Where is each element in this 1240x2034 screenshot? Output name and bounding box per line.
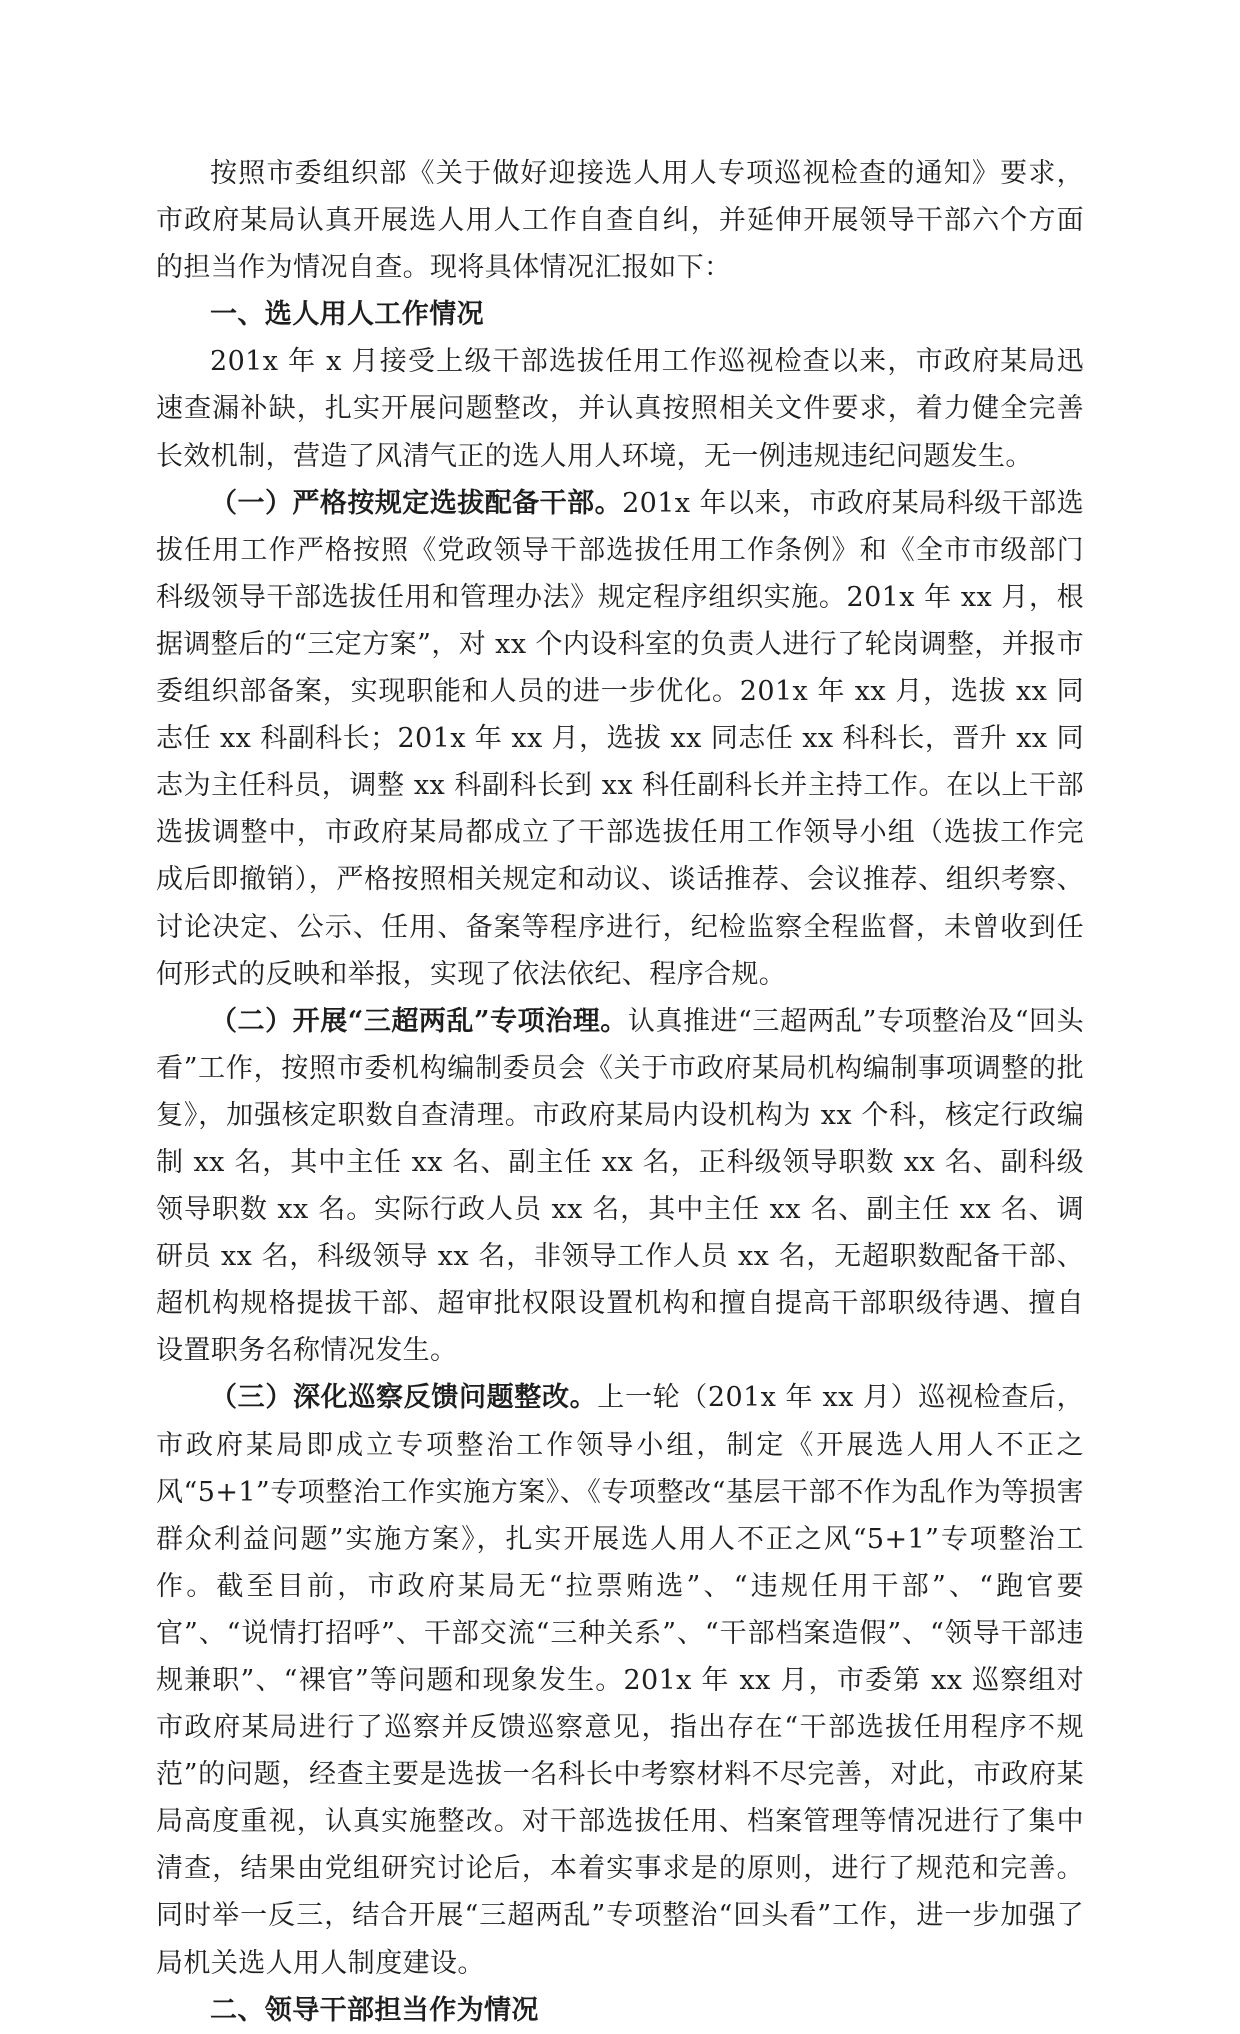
item1-body: 201x 年以来，市政府某局科级干部选拔任用工作严格按照《党政领导干部选拔任用工作条例》和《全市市级部门科级领导干部选拔任用和管理办法》规定程序组织实施。201x 年 xx 月，根据调整后的“三定方案”，对 xx 个内设科室的负责人进行了轮岗调整，并报市委组织部备案，实现职能和人员的进一步优化。201x 年 xx 月，选拔 xx 同志任 xx 科副科长；201x 年 xx 月，选拔 xx 同志任 xx 科科长，晋升 xx 同志为主任科员，调整 xx 科副科长到 xx 科任副科长并主持工作。在以上干部选拔调整中，市政府某局都成立了干部选拔任用工作领导小组（选拔工作完成后即撤销），严格按照相关规定和动议、谈话推荐、会议推荐、组织考察、讨论决定、公示、任用、备案等程序进行，纪检监察全程监督，未曾收到任何形式的反映和举报，实现了依法依纪、程序合规。 xyxy=(156,487,1084,990)
item3-body: 上一轮（201x 年 xx 月）巡视检查后，市政府某局即成立专项整治工作领导小组，制定《开展选人用人不正之风“5+1”专项整治工作实施方案》、《专项整改“基层干部不作为乱作为等损害群众利益问题”实施方案》，扎实开展选人用人不正之风“5+1”专项整治工作。截至目前，市政府某局无“拉票贿选”、“违规任用干部”、“跑官要官”、“说情打招呼”、干部交流“三种关系”、“干部档案造假”、“领导干部违规兼职”、“裸官”等问题和现象发生。201x 年 xx 月，市委第 xx 巡察组对市政府某局进行了巡察并反馈巡察意见，指出存在“干部选拔任用程序不规范”的问题，经查主要是选拔一名科长中考察材料不尽完善，对此，市政府某局高度重视，认真实施整改。对干部选拔任用、档案管理等情况进行了集中清查，结果由党组研究讨论后，本着实事求是的原则，进行了规范和完善。同时举一反三，结合开展“三超两乱”专项整治“回头看”工作，进一步加强了局机关选人用人制度建设。 xyxy=(156,1382,1084,1979)
item2-lead: （二）开展“三超两乱”专项治理。 xyxy=(210,1005,628,1037)
section1-paragraph: 201x 年 x 月接受上级干部选拔任用工作巡视检查以来，市政府某局迅速查漏补缺，扎实开展问题整改，并认真按照相关文件要求，着力健全完善长效机制，营造了风清气正的选人用人环境，无一例违规违纪问题发生。 xyxy=(156,346,1084,472)
document-page xyxy=(156,150,1084,2034)
item3-lead: （三）深化巡察反馈问题整改。 xyxy=(210,1382,598,1414)
section-heading-2: 二、领导干部担当作为情况 xyxy=(210,1994,539,2026)
item1-lead: （一）严格按规定选拔配备干部。 xyxy=(210,487,623,519)
item3-paragraph xyxy=(156,1374,1084,1986)
item1-paragraph xyxy=(156,480,1084,998)
item2-body: 认真推进“三超两乱”专项整治及“回头看”工作，按照市委机构编制委员会《关于市政府某局机构编制事项调整的批复》，加强核定职数自查清理。市政府某局内设机构为 xx 个科，核定行政编制 xx 名，其中主任 xx 名、副主任 xx 名，正科级领导职数 xx 名、副科级领导职数 xx 名。实际行政人员 xx 名，其中主任 xx 名、副主任 xx 名、调研员 xx 名，科级领导 xx 名，非领导工作人员 xx 名，无超职数配备干部、超机构规格提拔干部、超审批权限设置机构和擅自提高干部职级待遇、擅自设置职务名称情况发生。 xyxy=(156,1005,1085,1367)
section-heading-1: 一、选人用人工作情况 xyxy=(210,299,484,331)
item2-paragraph xyxy=(156,998,1084,1375)
intro-paragraph: 按照市委组织部《关于做好迎接选人用人专项巡视检查的通知》要求，市政府某局认真开展选人用人工作自查自纠，并延伸开展领导干部六个方面的担当作为情况自查。现将具体情况汇报如下： xyxy=(156,158,1084,284)
